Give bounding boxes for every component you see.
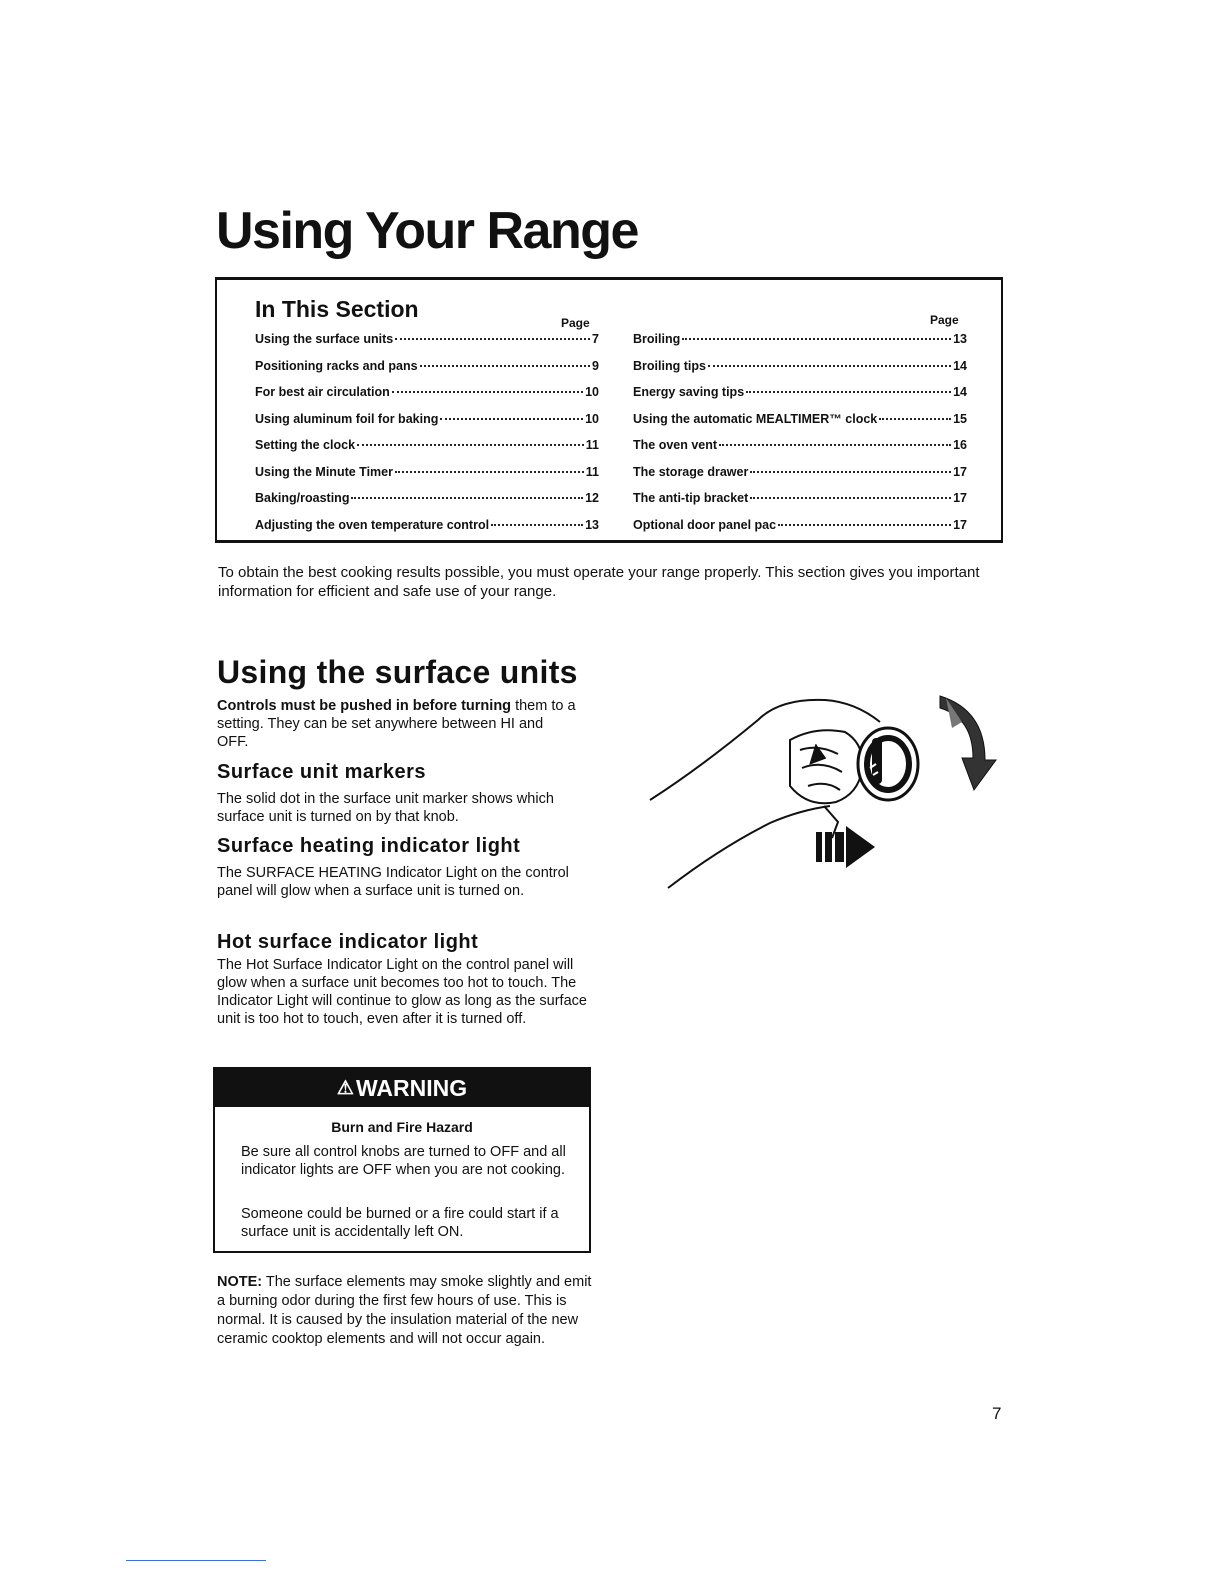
toc-page-header-right: Page	[930, 313, 959, 327]
toc-entry-label: Adjusting the oven temperature control	[255, 517, 490, 532]
toc-entry-page: 14	[953, 385, 967, 399]
hot-text: The Hot Surface Indicator Light on the control panel will glow when a surface unit becomes too hot to touch. The Indicator Light will continue to glow as long as the surface unit is too hot to touch, even after it is turned off.	[217, 957, 587, 1027]
toc-entry-page: 13	[585, 517, 599, 532]
toc-entry[interactable]	[633, 412, 967, 439]
warning-label: WARNING	[355, 1074, 468, 1101]
toc-entry-page: 11	[585, 438, 599, 452]
toc-entry-label: The anti-tip bracket	[633, 491, 749, 505]
toc-entry-label: The oven vent	[633, 438, 718, 452]
toc-entry-page: 13	[953, 332, 967, 346]
toc-entry[interactable]	[633, 385, 967, 412]
toc-entry[interactable]	[633, 332, 967, 359]
toc-entry-page: 9	[592, 358, 599, 373]
toc-right-column	[633, 332, 967, 544]
toc-entry-page: 17	[953, 464, 967, 479]
toc-entry[interactable]	[255, 359, 599, 386]
leader-dots	[746, 391, 951, 393]
page-title: Using Your Range	[216, 202, 638, 260]
warning-subtitle: Burn and Fire Hazard	[331, 1119, 473, 1135]
warning-box	[213, 1067, 591, 1253]
toc-entry-label: For best air circulation	[255, 385, 390, 399]
leader-dots	[491, 524, 583, 526]
leader-dots	[750, 497, 951, 499]
toc-entry[interactable]	[255, 412, 599, 439]
toc-heading: In This Section	[255, 296, 419, 322]
toc-entry-page: 10	[585, 411, 599, 426]
warning-banner	[215, 1069, 589, 1107]
toc-entry[interactable]	[255, 332, 599, 359]
leader-dots	[708, 365, 951, 367]
toc-entry-page: 7	[592, 332, 599, 346]
toc-entry[interactable]	[255, 465, 599, 492]
toc-entry-page: 15	[953, 411, 967, 426]
toc-entry-label: Using aluminum foil for baking	[255, 411, 439, 426]
note-label: NOTE:	[217, 1274, 263, 1290]
leader-dots	[395, 471, 584, 473]
toc-entry-page: 16	[953, 438, 967, 452]
leader-dots	[719, 444, 951, 446]
leader-dots	[682, 338, 951, 340]
leader-dots	[351, 497, 583, 499]
toc-entry-page: 17	[953, 491, 967, 505]
toc-entry[interactable]	[633, 491, 967, 518]
warning-triangle-icon: ⚠	[336, 1077, 354, 1099]
toc-entry[interactable]	[633, 465, 967, 492]
page-number: 7	[992, 1404, 1002, 1423]
leader-dots	[395, 338, 590, 340]
toc-entry-label: Using the surface units	[255, 332, 394, 346]
toc-entry[interactable]	[255, 518, 599, 545]
toc-entry[interactable]	[633, 518, 967, 545]
toc-entry[interactable]	[633, 438, 967, 465]
section-title: Using the surface units	[217, 654, 578, 690]
leader-dots	[879, 418, 951, 420]
leader-dots	[778, 524, 951, 526]
heating-text: The SURFACE HEATING Indicator Light on the control panel will glow when a surface unit is turned on.	[217, 865, 569, 899]
toc-entry-label: Broiling tips	[633, 358, 706, 373]
toc-entry[interactable]	[633, 359, 967, 386]
toc-entry-label: Broiling	[633, 332, 681, 346]
leader-dots	[440, 418, 583, 420]
warning-text-1: Be sure all control knobs are turned to OFF and all indicator lights are OFF when you are not cooking.	[241, 1144, 566, 1178]
toc-entry-label: Energy saving tips	[633, 385, 745, 399]
warning-text-2: Someone could be burned or a fire could start if a surface unit is accidentally left ON.	[241, 1206, 559, 1240]
toc-entry[interactable]	[255, 438, 599, 465]
toc-entry[interactable]	[255, 491, 599, 518]
intro-paragraph: To obtain the best cooking results possible, you must operate your range properly. This section gives you important information for efficient and safe use of your range.	[218, 564, 980, 600]
footer-rule	[126, 1560, 266, 1561]
toc-entry-page: 17	[953, 517, 967, 532]
note-paragraph	[217, 1273, 597, 1349]
toc-entry-page: 14	[953, 358, 967, 373]
toc-entry-page: 12	[585, 491, 599, 505]
toc-entry[interactable]	[255, 385, 599, 412]
controls-text: them to a setting. They can be set anywhere between HI and OFF.	[217, 698, 576, 750]
leader-dots	[420, 365, 591, 367]
toc-box	[215, 277, 1003, 543]
leader-dots	[750, 471, 951, 473]
toc-entry-label: Optional door panel pac	[633, 517, 777, 532]
hot-heading: Hot surface indicator light	[217, 931, 479, 953]
leader-dots	[357, 444, 584, 446]
toc-entry-page: 10	[585, 385, 599, 399]
controls-bold-text: Controls must be pushed in before turning	[217, 698, 512, 714]
toc-page-header-left: Page	[561, 316, 590, 330]
controls-paragraph	[217, 697, 577, 751]
markers-text: The solid dot in the surface unit marker shows which surface unit is turned on by that knob.	[217, 791, 554, 825]
toc-entry-label: Setting the clock	[255, 438, 356, 452]
toc-entry-label: Using the Minute Timer	[255, 464, 393, 479]
toc-entry-page: 11	[585, 464, 599, 479]
knob-illustration	[640, 688, 1010, 898]
toc-entry-label: The storage drawer	[633, 464, 749, 479]
toc-entry-label: Using the automatic MEALTIMER™ clock	[633, 411, 878, 426]
toc-entry-label: Baking/roasting	[255, 491, 350, 505]
toc-left-column	[255, 332, 599, 544]
note-text: The surface elements may smoke slightly and emit a burning odor during the first few hours of use. This is normal. It is caused by the insulation material of the new ceramic cooktop elements and will not occur again.	[217, 1274, 592, 1347]
markers-heading: Surface unit markers	[217, 761, 426, 783]
leader-dots	[392, 391, 583, 393]
toc-entry-label: Positioning racks and pans	[255, 358, 418, 373]
heating-heading: Surface heating indicator light	[217, 835, 521, 857]
